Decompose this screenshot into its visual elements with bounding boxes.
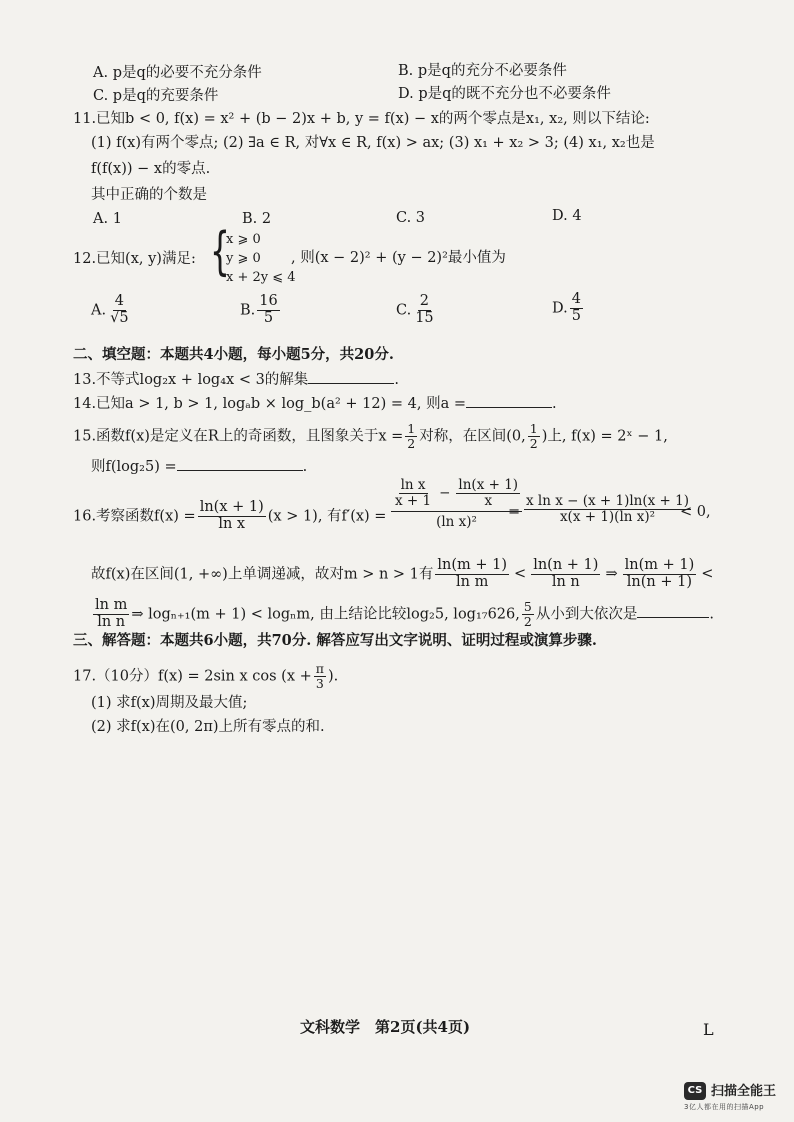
q12-prefix: 12.已知(x, y)满足: <box>73 251 196 267</box>
q12-constraint-3: x + 2y ⩽ 4 <box>226 270 296 285</box>
q17-pi-over-3: $\frac{\pi}{3}$ <box>315 661 324 691</box>
q11-option-c: C. 3 <box>396 210 426 226</box>
q12-b-label: B. <box>240 302 256 319</box>
q11-option-a: A. 1 <box>93 211 122 227</box>
q11-statements: (1) f(x)有两个零点; (2) ∃a ∈ R, 对∀x ∈ R, f(x) > ax; (3) x₁ + x₂ > 3; (4) x₁, x₂也是 <box>91 135 655 151</box>
q12-a-label: A. <box>91 302 107 319</box>
scanner-app-name: 扫描全能王 <box>711 1084 777 1099</box>
q16-lt-zero: < 0, <box>680 504 711 520</box>
q12-a-fraction: $\frac{4}{√5}$ <box>110 293 129 326</box>
q12-option-d <box>552 292 585 325</box>
q12-constraint-1: x ⩾ 0 <box>226 232 261 247</box>
q17-part-1: (1) 求f(x)周期及最大值; <box>91 695 248 711</box>
q15-answer-blank[interactable] <box>177 456 303 471</box>
system-brace: { <box>210 222 230 282</box>
q10-option-c: C. p是q的充要条件 <box>93 88 219 104</box>
q16-equals: = <box>508 504 521 520</box>
page-footer: 文科数学 第2页(共4页) <box>300 1018 471 1036</box>
corner-mark: L <box>703 1020 714 1039</box>
q11-statement-cont: f(f(x)) − x的零点. <box>91 161 211 177</box>
q16-answer-blank[interactable] <box>637 603 709 618</box>
q11-option-b: B. 2 <box>242 211 272 227</box>
q12-option-b <box>240 294 282 327</box>
q11-stem: 11.已知b < 0, f(x) = x² + (b − 2)x + b, y = f(x) − x的两个零点是x₁, x₂, 则以下结论: <box>73 111 650 127</box>
q17-stem: 17.（10分）f(x) = 2sin x cos (x + $\frac{\pi}{3}$ ). <box>73 661 339 691</box>
q13-answer-blank[interactable] <box>308 369 394 384</box>
q10-option-d: D. p是q的既不充分也不必要条件 <box>398 86 611 102</box>
q11-question: 其中正确的个数是 <box>91 187 207 203</box>
q14: 14.已知a > 1, b > 1, logₐb × log_b(a² + 12) = 4, 则a = . <box>73 393 557 413</box>
q12-c-fraction: $\frac{2}{15}$ <box>415 293 434 326</box>
q15-half: $\frac{1}{2}$ <box>407 421 416 451</box>
q16-derivative-fraction: $\frac{\text{ln x}}{x + 1}$ − $\frac{\ln(x + 1)}{x}$ (ln x)² <box>391 478 522 530</box>
q16-line1: 16.考察函数f(x) = $\frac{\ln(x + 1)}{\text{ln x}}$ (x > 1), 有f′(x) = <box>73 499 387 532</box>
section-fill-in-heading: 二、填空题：本题共4小题，每小题5分，共20分. <box>73 346 394 363</box>
q16-f-fraction: $\frac{\ln(x + 1)}{\text{ln x}}$ <box>199 499 264 532</box>
q11-option-d: D. 4 <box>552 208 582 224</box>
q12-d-label: D. <box>552 300 568 317</box>
q15-half-2: $\frac{1}{2}$ <box>529 421 538 451</box>
q10-option-b: B. p是q的充分不必要条件 <box>398 63 567 79</box>
q14-answer-blank[interactable] <box>466 393 552 408</box>
q12-c-label: C. <box>396 302 412 319</box>
q12-d-fraction: $\frac{4}{5}$ <box>571 291 581 324</box>
q10-option-a: A. p是q的必要不充分条件 <box>93 65 262 81</box>
section-answer-heading: 三、解答题：本题共6小题，共70分. 解答应写出文字说明、证明过程或演算步骤. <box>73 632 597 649</box>
q16-line3: $\frac{\text{ln m}}{\text{ln n}}$ ⇒ logₙ₊₁(m + 1) < logₙm, 由上结论比较log₂5, log₁₇626, $\frac{5}{2}$ 从小到大依次是 . <box>95 597 714 630</box>
q15-line1: 15.函数f(x)是定义在R上的奇函数，且图象关于x = $\frac{1}{2}$ 对称，在区间(0, $\frac{1}{2}$ )上, f(x) = 2ˣ − 1, <box>73 421 668 451</box>
q16-line2: 故f(x)在区间(1, +∞)上单调递减，故对m > n > 1有 $\frac{\ln(m + 1)}{\text{ln m}}$ < $\frac{\ln(n + 1)}{\text{ln n}}$ ⇒ $\frac{\ln(m + 1)}{\ln(n + 1)}$ < <box>91 557 714 590</box>
q14-text: 14.已知a > 1, b > 1, logₐb × log_b(a² + 12) = 4, 则a = <box>73 396 466 412</box>
q12-constraint-2: y ⩾ 0 <box>226 251 261 266</box>
q12-suffix: , 则(x − 2)² + (y − 2)²最小值为 <box>291 250 506 266</box>
q13-text: 13.不等式log₂x + log₄x < 3的解集 <box>73 372 309 388</box>
q12-b-fraction: $\frac{16}{5}$ <box>259 293 278 326</box>
q12-option-a <box>91 294 133 327</box>
q12-option-c <box>396 294 438 327</box>
q16-result-fraction: $\frac{\text{x ln x − (x + 1)ln(x + 1)}}{\text{x(x + 1)(ln x)²}}$ <box>526 493 689 525</box>
q17-part-2: (2) 求f(x)在(0, 2π)上所有零点的和. <box>91 719 325 735</box>
camscanner-logo-icon: CS <box>684 1082 706 1100</box>
q15-line2: 则f(log₂5) = . <box>91 456 307 476</box>
q13: 13.不等式log₂x + log₄x < 3的解集 . <box>73 369 399 389</box>
scanner-app-tagline: 3亿人都在用的扫描App <box>684 1103 765 1111</box>
